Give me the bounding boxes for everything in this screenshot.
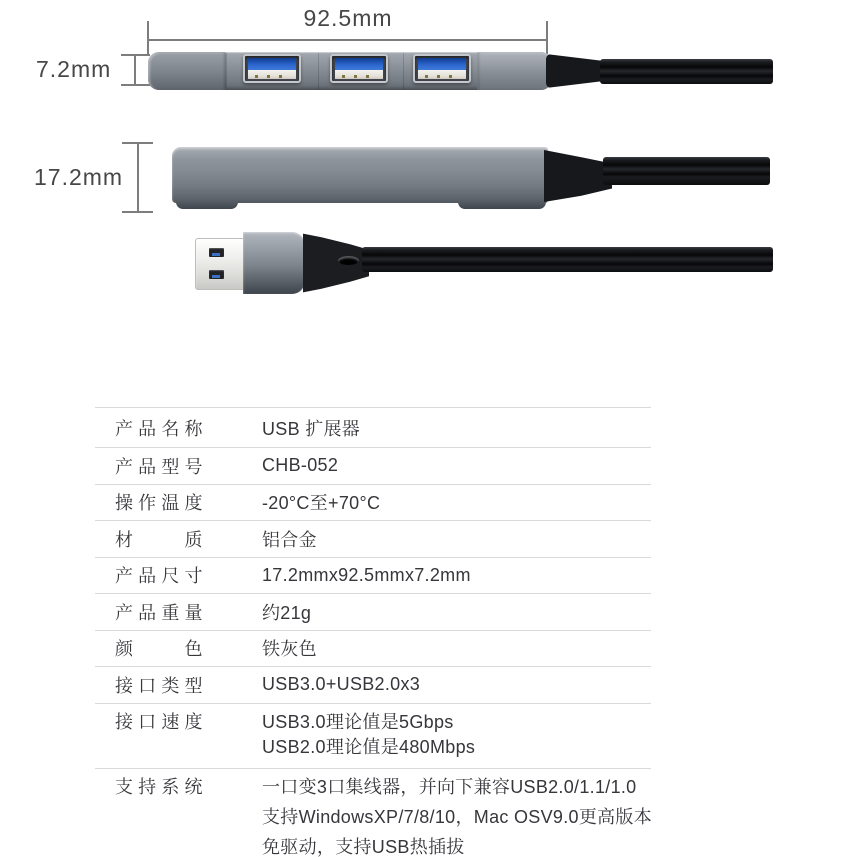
dimension-height-cap-bottom	[122, 211, 153, 213]
spec-table	[95, 407, 651, 857]
table-row	[95, 408, 651, 448]
hub-seam	[318, 53, 319, 89]
usb-cable	[600, 59, 773, 84]
table-row	[95, 704, 651, 769]
dimension-height-cap-top	[122, 142, 153, 144]
dimension-height-label: 17.2mm	[34, 164, 124, 190]
usb-port	[330, 54, 388, 83]
dimension-width-line	[148, 39, 548, 41]
dimension-width-tick-left	[147, 21, 149, 54]
spec-value: USB 扩展器	[262, 418, 361, 439]
dimension-thickness-cap-top	[121, 54, 150, 56]
hub-seam	[226, 53, 227, 89]
spec-label: 产品尺寸	[115, 566, 203, 587]
dimension-width-tick-right	[546, 21, 548, 54]
spec-value: 铁灰色	[262, 639, 317, 660]
spec-value: USB3.0理论值是5Gbps USB2.0理论值是480Mbps	[262, 711, 476, 757]
usb-plug-hole	[209, 270, 224, 279]
table-row	[95, 769, 651, 857]
cable-strain-relief	[303, 233, 369, 293]
spec-label: 接口速度	[115, 711, 203, 732]
table-row	[95, 558, 651, 595]
dimension-height-line	[137, 143, 139, 213]
usb-port	[413, 54, 471, 83]
usb-plug-shell	[195, 238, 245, 290]
spec-label: 支持系统	[115, 776, 203, 797]
hub-right-cap	[477, 52, 552, 90]
strain-relief-hole	[338, 256, 359, 265]
spec-value: 铝合金	[262, 529, 317, 550]
hub-foot	[458, 200, 546, 209]
usb-cable	[603, 157, 770, 185]
usb-plug-hole	[209, 248, 224, 257]
spec-value: 约21g	[262, 602, 312, 623]
spec-label: 接口类型	[115, 675, 203, 696]
hub-foot	[176, 200, 238, 209]
spec-label: 产品型号	[115, 456, 203, 477]
spec-label: 颜色	[115, 639, 203, 660]
spec-value: CHB-052	[262, 455, 339, 476]
table-row	[95, 667, 651, 704]
dimension-thickness-line	[134, 55, 136, 85]
dimension-thickness-label: 7.2mm	[36, 56, 112, 82]
usb-port-tongue	[335, 58, 383, 70]
table-row	[95, 485, 651, 522]
table-row	[95, 631, 651, 668]
dimension-thickness-cap-bottom	[121, 84, 150, 86]
cable-strain-relief	[544, 150, 612, 202]
cable-strain-relief	[546, 54, 608, 88]
dimension-width-label: 92.5mm	[303, 5, 393, 31]
table-row	[95, 521, 651, 558]
spec-label: 材质	[115, 529, 203, 550]
usb-plug-glint	[212, 275, 220, 278]
spec-value: -20°C至+70°C	[262, 493, 381, 514]
usb-port-tongue	[418, 58, 466, 70]
spec-label: 产品重量	[115, 602, 203, 623]
hub-body-side	[172, 147, 548, 203]
spec-value: 17.2mmx92.5mmx7.2mm	[262, 564, 471, 585]
usb-port-tongue	[248, 58, 296, 70]
usb-port	[243, 54, 301, 83]
usb-port-pins	[335, 70, 383, 79]
hub-seam	[403, 53, 404, 89]
spec-value: 一口变3口集线器，并向下兼容USB2.0/1.1/1.0 支持WindowsXP/7/8/10，Mac OSV9.0更高版本 免驱动，支持USB热插拔	[262, 776, 653, 857]
spec-label: 产品名称	[115, 418, 203, 439]
usb-port-pins	[248, 70, 296, 79]
usb-port-pins	[418, 70, 466, 79]
usb-cable	[362, 247, 773, 272]
table-row	[95, 594, 651, 631]
usb-plug-collar	[243, 232, 305, 294]
spec-label: 操作温度	[115, 493, 203, 514]
hub-left-cap	[148, 52, 226, 90]
spec-value: USB3.0+USB2.0x3	[262, 674, 421, 695]
table-row	[95, 448, 651, 485]
usb-plug-glint	[212, 253, 220, 256]
